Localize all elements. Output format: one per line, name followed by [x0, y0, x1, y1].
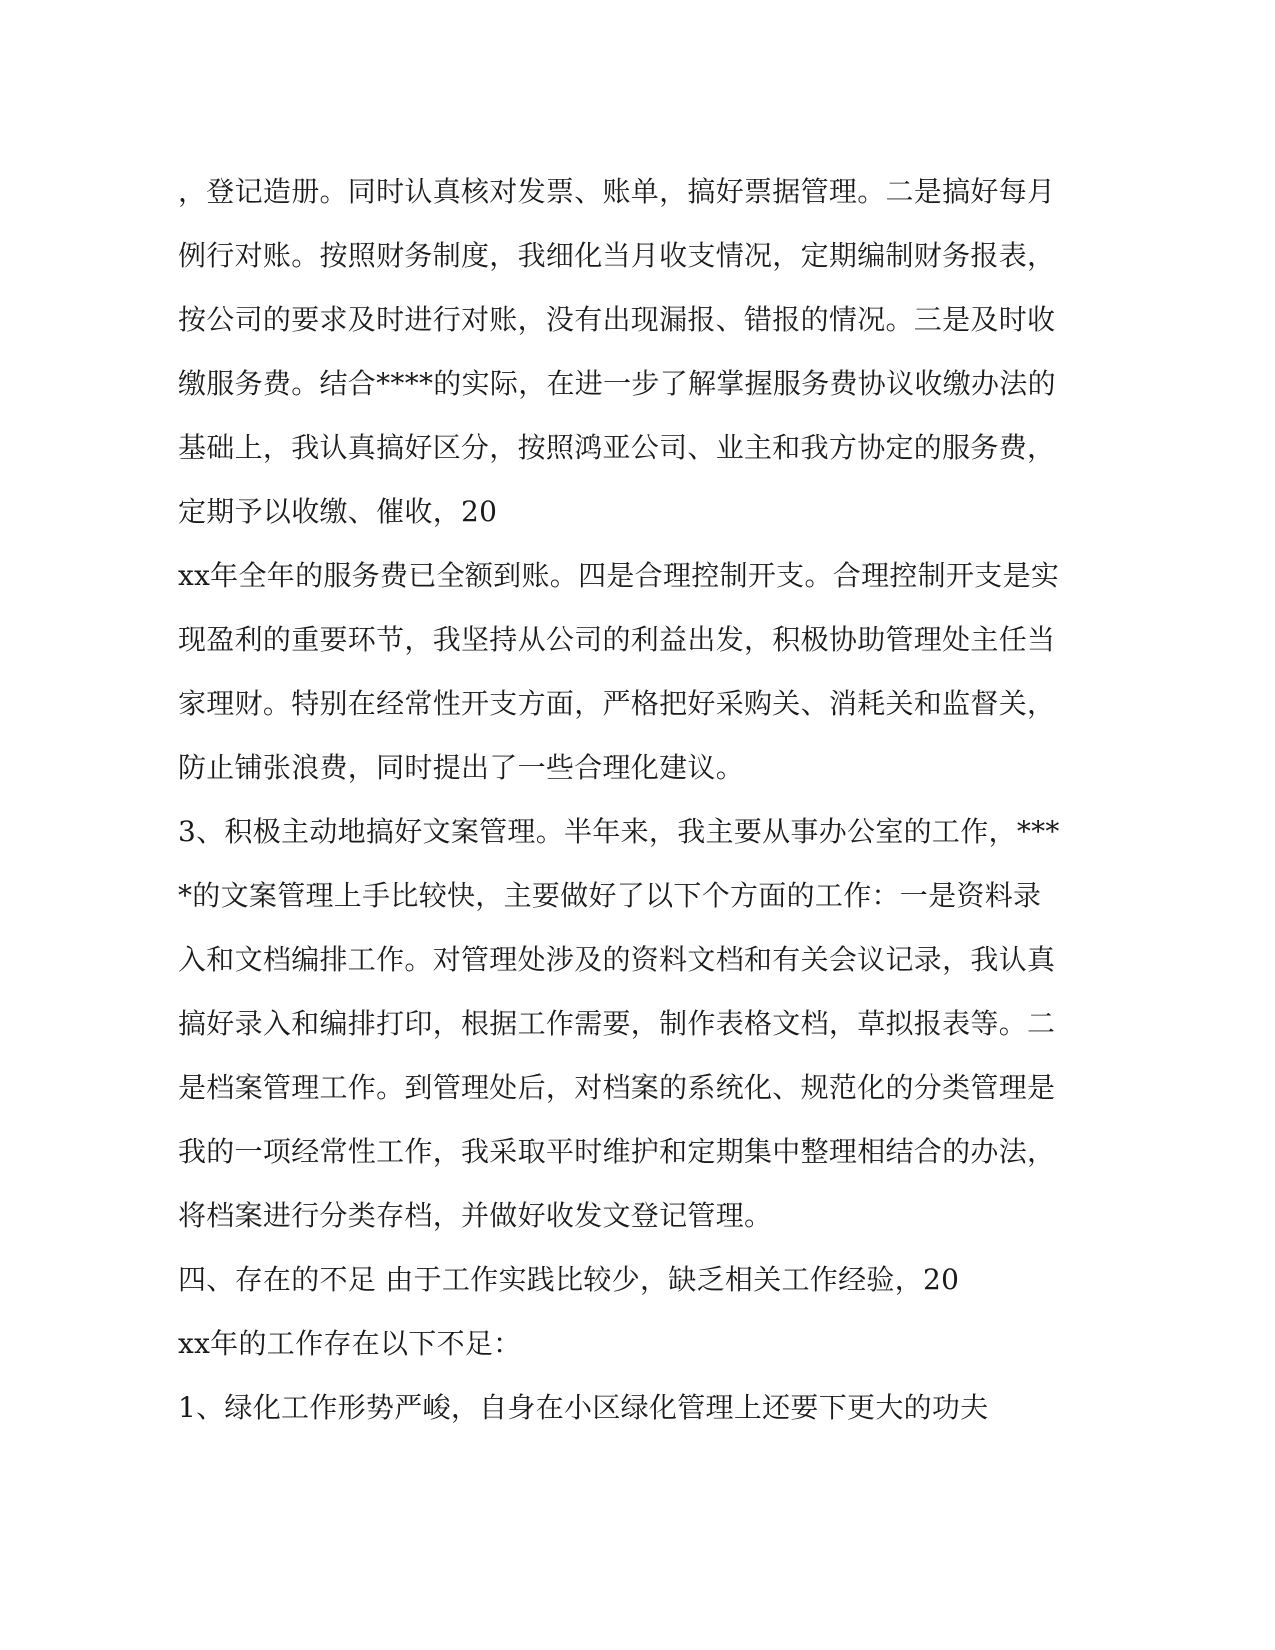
- text-line: 1、绿化工作形势严峻，自身在小区绿化管理上还要下更大的功夫: [178, 1391, 989, 1424]
- text-line: *的文案管理上手比较快，主要做好了以下个方面的工作：一是资料录: [178, 879, 1042, 912]
- text-line: 我的一项经常性工作，我采取平时维护和定期集中整理相结合的办法，: [178, 1135, 1056, 1168]
- document-body: [178, 160, 1058, 1440]
- text-line: 基础上，我认真搞好区分，按照鸿亚公司、业主和我方协定的服务费，: [178, 431, 1056, 464]
- text-line: xx年的工作存在以下不足：: [178, 1327, 522, 1360]
- text-line: ，登记造册。同时认真核对发票、账单，搞好票据管理。二是搞好每月: [178, 175, 1056, 208]
- text-line: 按公司的要求及时进行对账，没有出现漏报、错报的情况。三是及时收: [178, 303, 1056, 336]
- text-line: 缴服务费。结合****的实际，在进一步了解掌握服务费协议收缴办法的: [178, 367, 1056, 400]
- text-line: xx年全年的服务费已全额到账。四是合理控制开支。合理控制开支是实: [178, 559, 1060, 592]
- text-line: 现盈利的重要环节，我坚持从公司的利益出发，积极协助管理处主任当: [178, 623, 1056, 656]
- text-line: 入和文档编排工作。对管理处涉及的资料文档和有关会议记录，我认真: [178, 943, 1056, 976]
- text-line: 四、存在的不足 由于工作实践比较少，缺乏相关工作经验，20: [178, 1263, 960, 1296]
- text-line: 搞好录入和编排打印，根据工作需要，制作表格文档，草拟报表等。二: [178, 1007, 1056, 1040]
- text-line: 防止铺张浪费，同时提出了一些合理化建议。: [178, 751, 745, 784]
- text-line: 是档案管理工作。到管理处后，对档案的系统化、规范化的分类管理是: [178, 1071, 1056, 1104]
- text-line: 例行对账。按照财务制度，我细化当月收支情况，定期编制财务报表，: [178, 239, 1056, 272]
- text-line: 将档案进行分类存档，并做好收发文登记管理。: [178, 1199, 773, 1232]
- text-line: 定期予以收缴、催收，20: [178, 495, 498, 528]
- text-line: 家理财。特别在经常性开支方面，严格把好采购关、消耗关和监督关，: [178, 687, 1056, 720]
- text-line: 3、积极主动地搞好文案管理。半年来，我主要从事办公室的工作，***: [178, 815, 1060, 848]
